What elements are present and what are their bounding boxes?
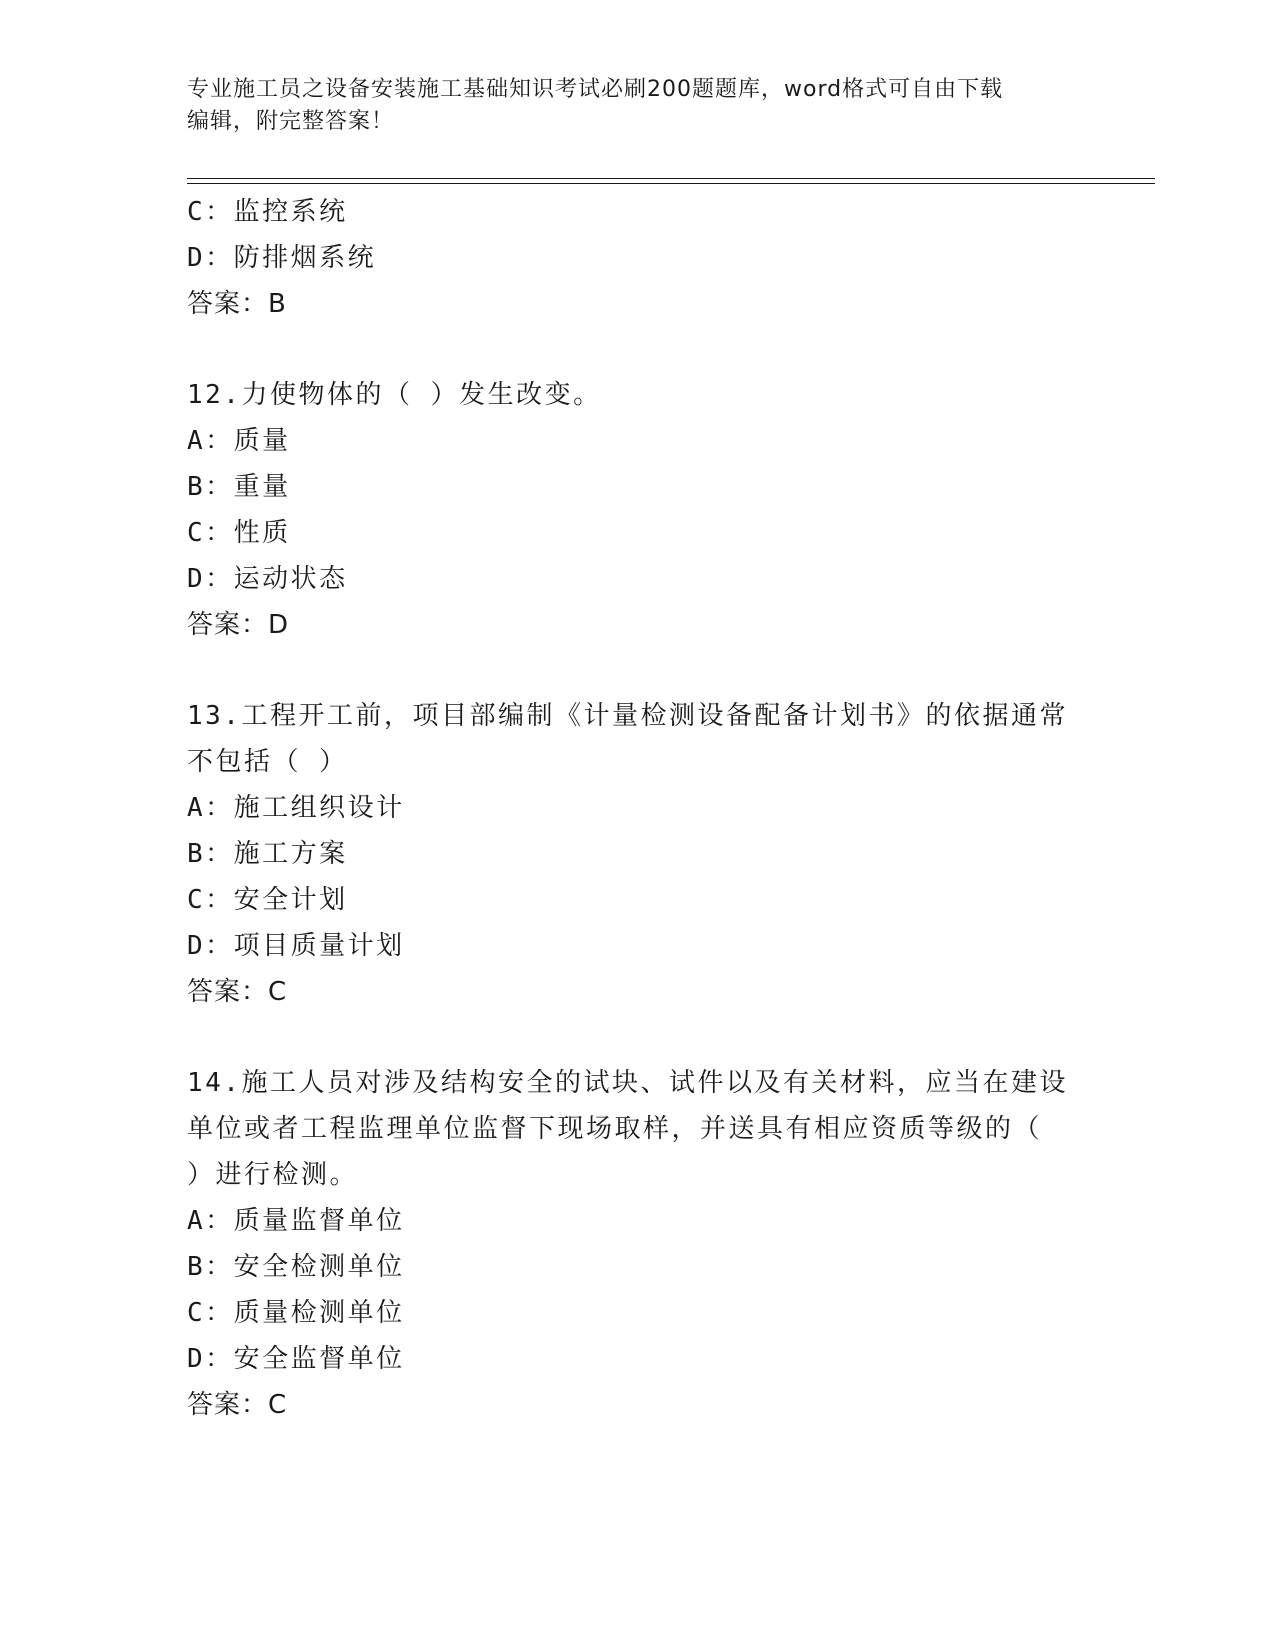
question-text-line-2: 不包括（ ） [187,747,348,777]
option-a: A：施工组织设计 [187,793,405,823]
option-a: A：质量 [187,426,291,456]
question-text-line-3: ）进行检测。 [187,1160,359,1190]
question-text-line-1: 13.工程开工前，项目部编制《计量检测设备配备计划书》的依据通常 [187,701,1068,731]
document-header [187,74,1087,138]
option-d: D：运动状态 [187,564,348,594]
question-text-line-2: 单位或者工程监理单位监督下现场取样，并送具有相应资质等级的（ [187,1114,1043,1144]
answer: 答案：B [187,289,287,319]
question-12 [187,372,1087,648]
option-b: B：重量 [187,472,291,502]
option-d: D：防排烟系统 [187,243,377,273]
answer: 答案：C [187,1390,288,1420]
option-d: D：项目质量计划 [187,931,405,961]
option-c: C：质量检测单位 [187,1298,405,1328]
header-line-2: 编辑，附完整答案！ [187,109,395,134]
option-b: B：施工方案 [187,839,348,869]
option-b: B：安全检测单位 [187,1252,405,1282]
question-text-line-1: 14.施工人员对涉及结构安全的试块、试件以及有关材料，应当在建设 [187,1068,1068,1098]
question-content [187,189,1087,1428]
answer: 答案：C [187,977,288,1007]
question-14 [187,1060,1087,1428]
carryover-block [187,189,1087,327]
question-text: 12.力使物体的（ ）发生改变。 [187,380,602,410]
option-c: C：安全计划 [187,885,348,915]
answer: 答案：D [187,610,290,640]
option-a: A：质量监督单位 [187,1206,405,1236]
question-13 [187,693,1087,1015]
header-line-1: 专业施工员之设备安装施工基础知识考试必刷200题题库，word格式可自由下载 [187,77,1004,102]
option-d: D：安全监督单位 [187,1344,405,1374]
header-divider-bottom [187,183,1155,184]
header-divider-top [187,178,1155,179]
option-c: C：监控系统 [187,197,348,227]
option-c: C：性质 [187,518,291,548]
